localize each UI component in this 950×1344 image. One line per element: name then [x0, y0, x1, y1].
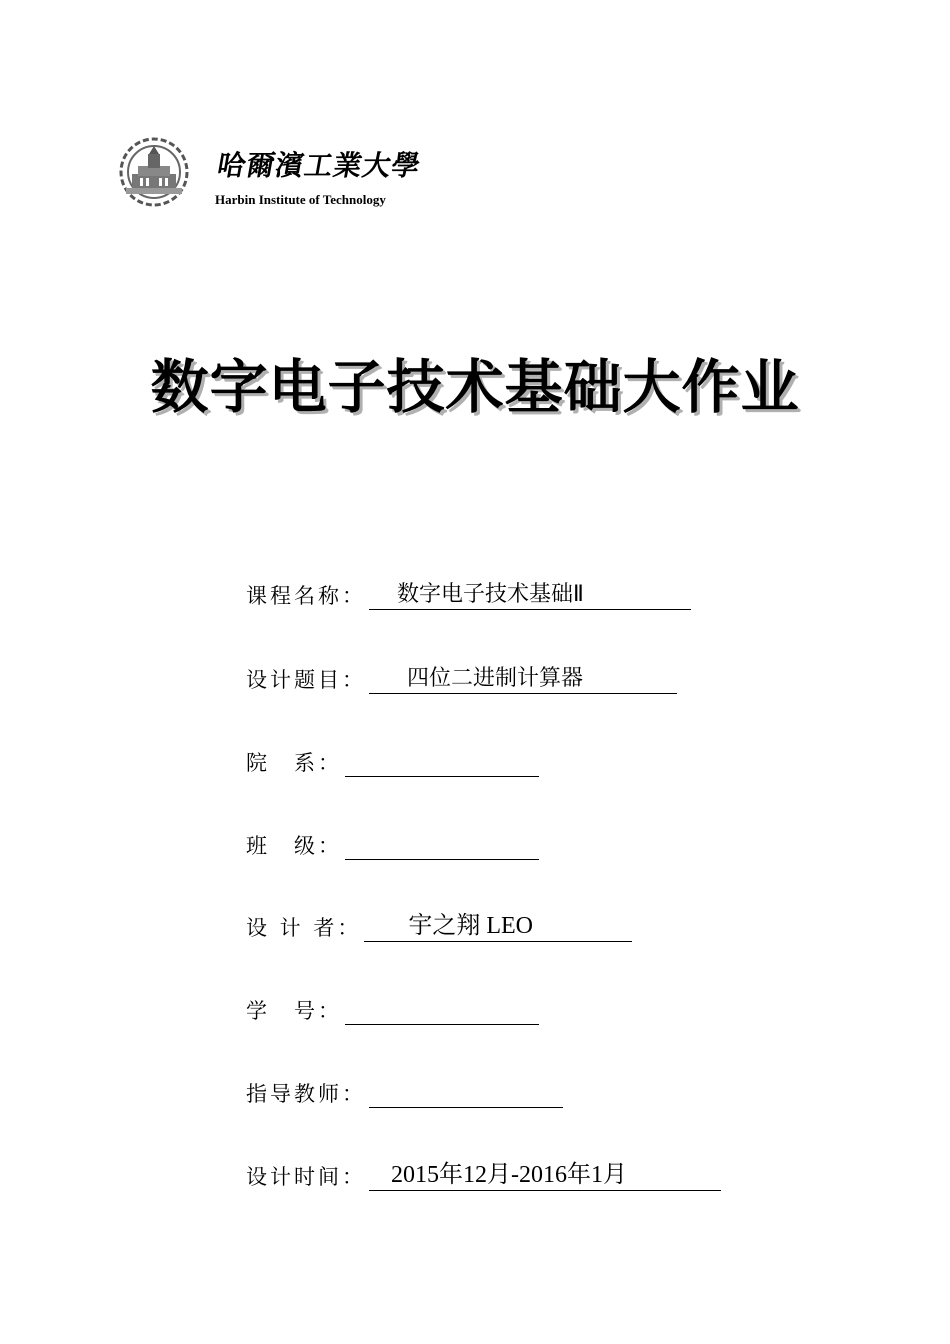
field-value[interactable]: 四位二进制计算器 [369, 664, 677, 694]
field-instructor [246, 1074, 563, 1108]
university-name-cn: 哈爾濱工業大學 [214, 149, 424, 182]
hit-emblem-icon [118, 136, 190, 208]
field-value[interactable] [345, 995, 539, 1025]
field-design-topic [246, 660, 677, 694]
field-student-id [246, 991, 539, 1025]
field-designer [246, 908, 632, 942]
field-class [246, 826, 539, 860]
field-design-time [246, 1157, 721, 1191]
field-label: 设计时间 [246, 1165, 342, 1189]
document-title: 数字电子技术基础大作业 [150, 353, 800, 421]
field-value[interactable]: 数字电子技术基础Ⅱ [369, 580, 691, 610]
field-colon: ： [342, 584, 363, 608]
field-value[interactable]: 2015年12月-2016年1月 [369, 1161, 721, 1191]
university-name-en: Harbin Institute of Technology [215, 192, 386, 207]
field-colon: ： [318, 999, 339, 1023]
field-label: 设 计 者 [246, 916, 338, 940]
field-value[interactable] [345, 747, 539, 777]
field-colon: ： [342, 1165, 363, 1189]
field-colon: ： [337, 916, 359, 940]
field-value[interactable]: 宇之翔 LEO [364, 912, 632, 942]
field-colon: ： [318, 751, 339, 775]
field-label: 设计题目 [246, 668, 342, 692]
field-course-name [246, 576, 691, 610]
university-logo [118, 136, 424, 216]
field-value[interactable] [345, 830, 539, 860]
field-label: 学 号 [246, 999, 318, 1023]
field-department [246, 743, 539, 777]
field-colon: ： [318, 834, 339, 858]
field-label: 指导教师 [246, 1082, 342, 1106]
field-label: 课程名称 [246, 584, 342, 608]
field-value[interactable] [369, 1078, 563, 1108]
field-label: 班 级 [246, 834, 318, 858]
field-colon: ： [342, 1082, 363, 1106]
field-label: 院 系 [246, 751, 318, 775]
field-colon: ： [342, 668, 363, 692]
